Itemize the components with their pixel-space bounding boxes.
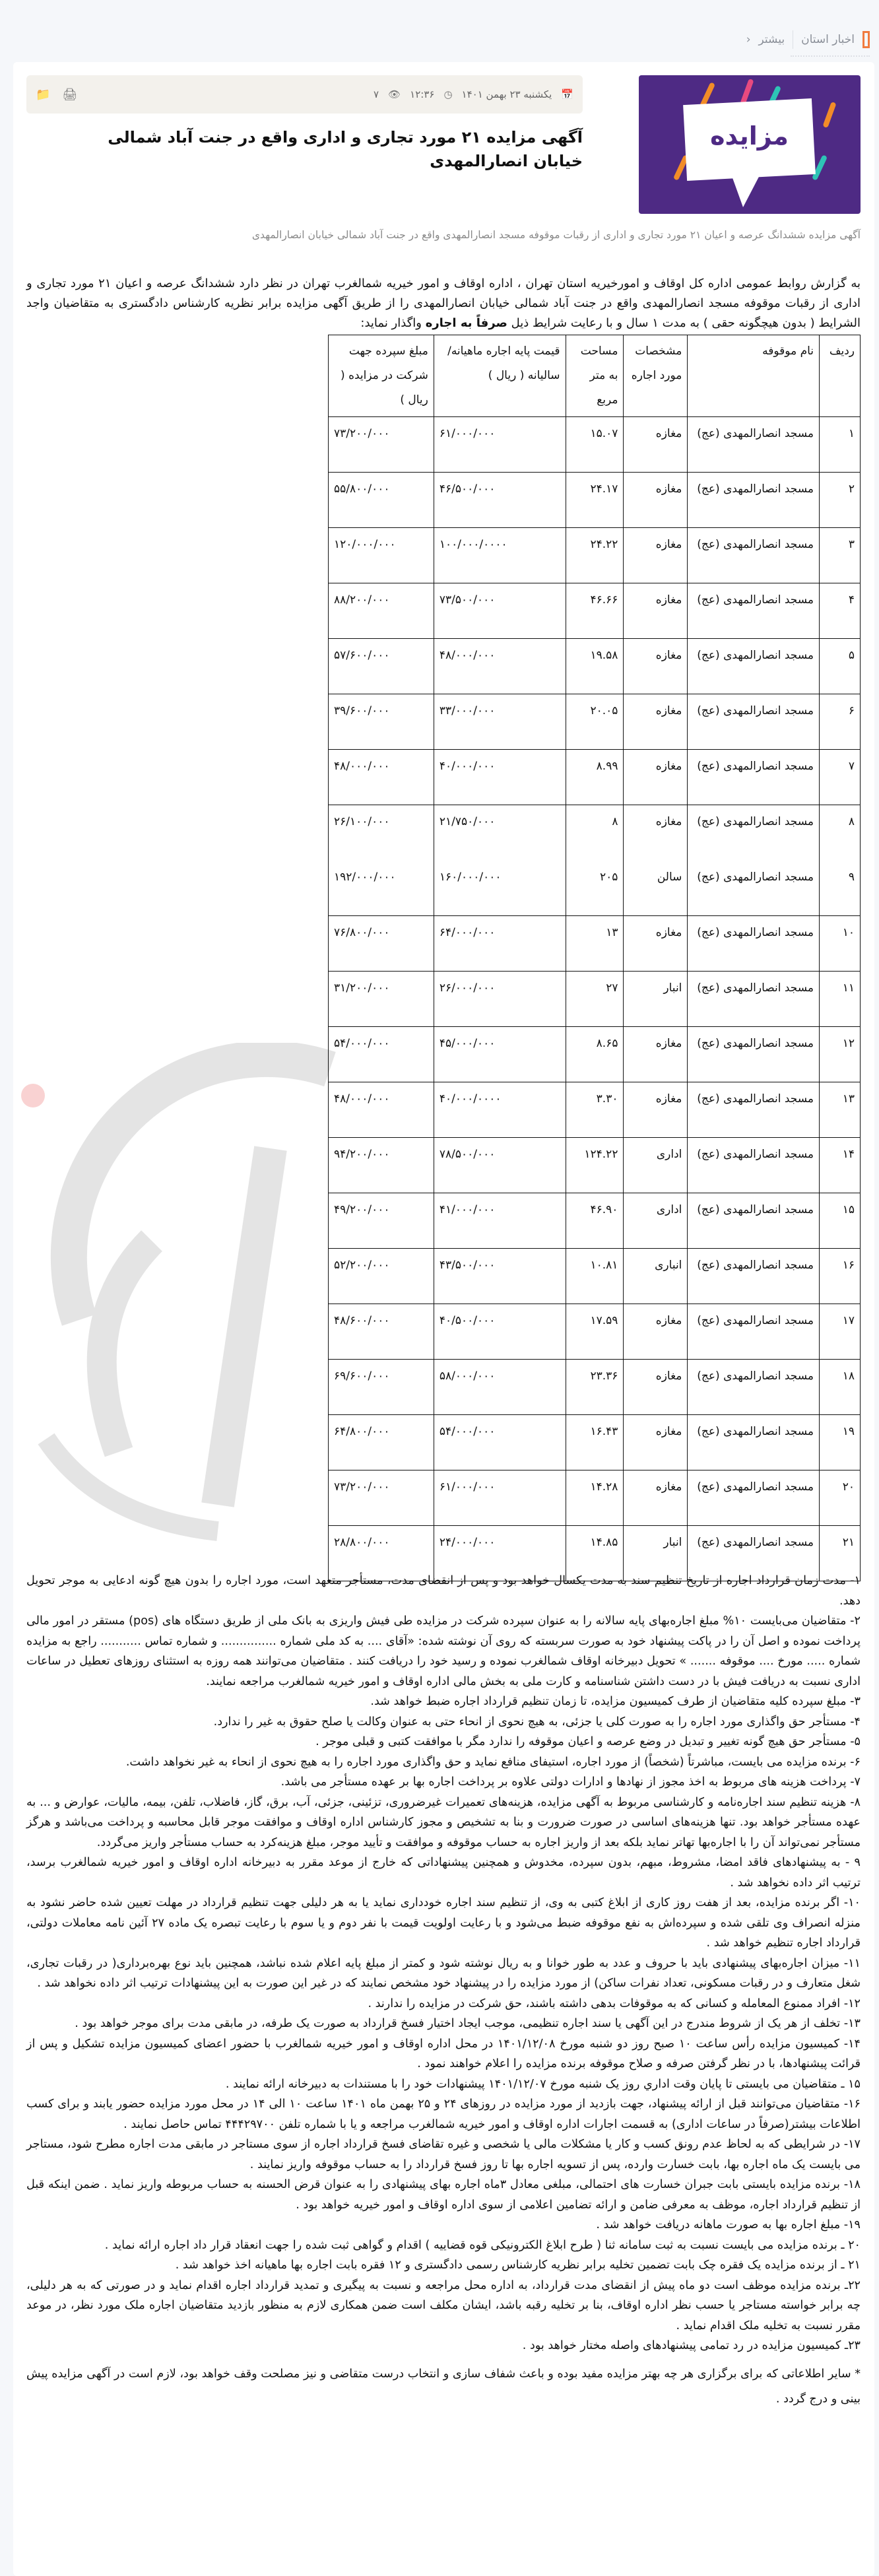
deposit: ۷۳/۲۰۰/۰۰۰ [329,417,434,473]
base-rent: ۴۱/۰۰۰/۰۰۰ [434,1193,566,1249]
base-rent: ۵۸/۰۰۰/۰۰۰ [434,1360,566,1415]
condition-item: ۱۳- تخلف از هر یک از شروط مندرج در این آگهی یا سند اجاره تنظیمی، موجب ایجاد اختیار فسخ قرارداد به صورت یک طرفه، در مابقی مدت برای موجر خواهد بود . [75,2017,861,2030]
endowment-name: مسجد انصارالمهدی (عج) [688,473,820,528]
condition-item: ۵- مستأجر حق هیچ گونه تغییر و تبدیل در وضع عرصه و اعیان موقوفه را ندارد مگر با موافقت کتبی و قبلی موجر . [315,1735,861,1748]
lease-type: مغازه [624,805,688,861]
deposit: ۶۴/۸۰۰/۰۰۰ [329,1415,434,1470]
base-rent: ۱۰۰/۰۰۰/۰۰۰۰ [434,528,566,583]
area: ۲۰۵ [566,861,624,916]
table-row [329,1360,861,1415]
lease-type: مغازه [624,1082,688,1138]
row-number: ۶ [820,694,861,750]
endowment-name: مسجد انصارالمهدی (عج) [688,1138,820,1193]
lease-type: مغازه [624,528,688,583]
lease-type: مغازه [624,1027,688,1082]
base-rent: ۴۰/۵۰۰/۰۰۰ [434,1304,566,1360]
endowment-name: مسجد انصارالمهدی (عج) [688,1027,820,1082]
area: ۱۰.۸۱ [566,1249,624,1304]
condition-item: ۲۱ ـ از برنده مزایده یک فقره چک بابت تضمین تخلیه برابر نظریه کارشناس رسمی دادگستری و ۱۲ فقره بابت اجاره بها ماهیانه اخذ خواهد شد . [175,2259,861,2272]
endowment-name: مسجد انصارالمهدی (عج) [688,1360,820,1415]
base-rent: ۵۴/۰۰۰/۰۰۰ [434,1415,566,1470]
base-rent: ۴۳/۵۰۰/۰۰۰ [434,1249,566,1304]
column-header: ردیف [820,335,861,417]
row-number: ۱۲ [820,1027,861,1082]
area: ۱۹.۵۸ [566,639,624,694]
table-row [329,1304,861,1360]
table-row [329,1082,861,1138]
table-row [329,528,861,583]
deposit: ۳۹/۶۰۰/۰۰۰ [329,694,434,750]
condition-item: ۸- هزینه تنظیم سند اجاره‌نامه و کارشناسی مربوط به آگهی مزایده، هزینه‌های تعمیرات غیرضروری، تزئینی، جزئی، آب، برق، گاز، فاضلاب، تلفن، بیمه، مالیات، عوارض و ... به عهده مستأجر خواهد بود. تنها هزینه‌های اساسی در صورت ضرورت و بنا به تشخیص و مجوز کارشناس اداره اوقاف و موافقت موجر قابل محاسبه و پرداخت می‌باشد و هرگز مستأجر نمی‌تواند آن را با اجاره‌بها تهاتر نماید بلکه بعد از واریز اجاره به حساب موقوفه و موافقت و تأیید موجر، مبلغ هزینه‌کرد به حساب مستأجر واریز می‌گردد. [26,1795,861,1849]
deposit: ۵۷/۶۰۰/۰۰۰ [329,639,434,694]
deposit: ۲۶/۱۰۰/۰۰۰ [329,805,434,861]
condition-item: ۳- مبلغ سپرده کلیه متقاضیان از طرف کمیسیون مزایده، تا زمان تنظیم قرارداد اجاره ضبط خواهد شد. [370,1695,861,1708]
section-marker-icon [863,31,870,48]
lease-type: اداری [624,1193,688,1249]
base-rent: ۲۴/۰۰۰/۰۰۰ [434,1526,566,1581]
lease-type: سالن [624,861,688,916]
lease-type: انبار [624,972,688,1027]
endowment-name: مسجد انصارالمهدی (عج) [688,528,820,583]
area: ۲۴.۱۷ [566,473,624,528]
endowment-name: مسجد انصارالمهدی (عج) [688,694,820,750]
row-number: ۴ [820,583,861,639]
lease-type: مغازه [624,1360,688,1415]
table-row [329,972,861,1027]
page-title: آگهی مزایده ۲۱ مورد تجاری و اداری واقع در جنت آباد شمالی خیابان انصارالمهدی [108,128,583,170]
endowment-name: مسجد انصارالمهدی (عج) [688,916,820,972]
base-rent: ۶۱/۰۰۰/۰۰۰ [434,1470,566,1526]
endowment-name: مسجد انصارالمهدی (عج) [688,861,820,916]
lease-type: مغازه [624,639,688,694]
table-row [329,473,861,528]
area: ۴۶.۹۰ [566,1193,624,1249]
table-row [329,583,861,639]
calendar-icon: 📅 [561,88,573,100]
breadcrumb [746,26,870,53]
row-number: ۱۸ [820,1360,861,1415]
publish-date: یکشنبه ۲۳ بهمن ۱۴۰۱ [461,88,552,100]
dotted-divider [791,55,870,57]
area: ۲۴.۲۲ [566,528,624,583]
column-header: مبلغ سپرده جهت شرکت در مزایده ( ریال ) [329,335,434,417]
area: ۲۳.۳۶ [566,1360,624,1415]
breadcrumb-section[interactable]: اخبار استان [801,33,855,46]
table-row [329,1249,861,1304]
lease-type: انباری [624,1249,688,1304]
endowment-name: مسجد انصارالمهدی (عج) [688,972,820,1027]
lease-type: مغازه [624,916,688,972]
endowment-name: مسجد انصارالمهدی (عج) [688,1249,820,1304]
row-number: ۲۰ [820,1470,861,1526]
intro-bold: صرفاً به اجاره [425,316,507,330]
row-number: ۲۱ [820,1526,861,1581]
base-rent: ۲۶/۰۰۰/۰۰۰ [434,972,566,1027]
deposit: ۵۴/۰۰۰/۰۰۰ [329,1027,434,1082]
area: ۱۴.۲۸ [566,1470,624,1526]
lease-type: مغازه [624,750,688,805]
condition-item: ۲۳ـ کمیسیون مزایده در رد تمامی پیشنهادهای واصله مختار خواهد بود . [522,2339,861,2352]
area: ۸ [566,805,624,861]
print-icon[interactable]: 🖨 [62,87,78,102]
lease-type: مغازه [624,1415,688,1470]
view-count: ۷ [374,88,379,100]
base-rent: ۷۸/۵۰۰/۰۰۰ [434,1138,566,1193]
deposit: ۹۴/۲۰۰/۰۰۰ [329,1138,434,1193]
chevron-left-icon[interactable]: ‹ [746,33,751,46]
condition-item: ۱۲- افراد ممنوع المعامله و کسانی که به موقوفات بدهی داشته باشند، حق شرکت در مزایده را ندارند . [368,1997,861,2010]
deposit: ۵۵/۸۰۰/۰۰۰ [329,473,434,528]
row-number: ۱۹ [820,1415,861,1470]
deposit: ۳۱/۲۰۰/۰۰۰ [329,972,434,1027]
table-row [329,417,861,473]
table-row [329,694,861,750]
endowment-name: مسجد انصارالمهدی (عج) [688,583,820,639]
endowment-name: مسجد انصارالمهدی (عج) [688,1470,820,1526]
area: ۸.۶۵ [566,1027,624,1082]
condition-item: ۱۸- برنده مزایده بایستی بابت جبران خسارت های احتمالی، مبلغی معادل ۳ماه اجاره بهای پیشنهادی را به عنوان قرض الحسنه به حساب مربوطه واریز نماید . ضمن اینکه قبل از تنظیم قرارداد اجاره، موظف به معرفی ضامن و ارائه تضامین اعلامی از سوی اداره اوقاف و امور خیریه خواهد بود . [26,2178,861,2212]
deposit: ۸۸/۲۰۰/۰۰۰ [329,583,434,639]
deposit: ۱۹۲/۰۰۰/۰۰۰ [329,861,434,916]
folder-icon[interactable]: 📁 [36,87,51,102]
eye-icon: 👁 [388,88,401,100]
column-header: مساحت به متر مربع [566,335,624,417]
condition-item: ۱۱- میزان اجاره‌بهای پیشنهادی باید با حروف و عدد به طور خوانا و به ریال نوشته شود و کمتر از مبلغ پایه اعلام شده نباشد، همچنین باید نوع بهره‌برداری( در رقبات تجاری، شغل متعارف و در رقبات مسکونی، تعداد نفرات ساکن) از مورد مزایده را در پیشنهاد خود مشخص نمایند که در غیر این صورت به این پیشنهادات ترتیب اثر داده نخواهد شد . [26,1956,861,1990]
table-row [329,1027,861,1082]
deposit: ۴۸/۰۰۰/۰۰۰ [329,750,434,805]
base-rent: ۴۰/۰۰۰/۰۰۰ [434,750,566,805]
condition-item: ۶- برنده مزایده می بایست، مباشرتاً (شخصاً) از مورد اجاره، استیفای منافع نماید و حق واگذاری مورد اجاره را به هیچ نحوی از انحاء به غیر نخواهد داشت. [125,1755,861,1769]
endowment-name: مسجد انصارالمهدی (عج) [688,805,820,861]
row-number: ۸ [820,805,861,861]
row-number: ۷ [820,750,861,805]
base-rent: ۳۳/۰۰۰/۰۰۰ [434,694,566,750]
lease-type: مغازه [624,1470,688,1526]
deposit: ۶۹/۶۰۰/۰۰۰ [329,1360,434,1415]
area: ۱۷.۵۹ [566,1304,624,1360]
row-number: ۳ [820,528,861,583]
endowment-name: مسجد انصارالمهدی (عج) [688,639,820,694]
row-number: ۹ [820,861,861,916]
area: ۸.۹۹ [566,750,624,805]
lease-type: مغازه [624,473,688,528]
area: ۱۵.۰۷ [566,417,624,473]
table-row [329,916,861,972]
deposit: ۱۲۰/۰۰۰/۰۰۰ [329,528,434,583]
table-row [329,750,861,805]
column-header: قیمت پایه اجاره ماهیانه/سالیانه ( ریال ) [434,335,566,417]
area: ۲۷ [566,972,624,1027]
area: ۱۲۴.۲۲ [566,1138,624,1193]
deposit: ۴۸/۰۰۰/۰۰۰ [329,1082,434,1138]
lease-type: مغازه [624,694,688,750]
table-row [329,1470,861,1526]
deposit: ۷۶/۸۰۰/۰۰۰ [329,916,434,972]
area: ۱۴.۸۵ [566,1526,624,1581]
clock-icon: ◷ [443,88,453,100]
condition-item: ۲۰ ـ برنده مزایده می بایست نسبت به ثبت سامانه ثنا ( طرح ابلاغ الکترونیکی قوه قضاییه ) اقدام و گواهی ثبت شده را جهت انعقاد قرار داد اجاره ارائه نماید . [104,2238,861,2252]
article-intro [26,274,861,333]
area: ۳.۳۰ [566,1082,624,1138]
meta-bar [26,75,583,114]
auction-table [328,335,861,1581]
lease-type: مغازه [624,1304,688,1360]
base-rent: ۴۰/۰۰۰/۰۰۰۰ [434,1082,566,1138]
condition-item: ۲- متقاضیان می‌بایست ۱۰% مبلغ اجاره‌بهای پایه سالانه را به عنوان سپرده شرکت در مزایده طی فیش واریزی به بانک ملی از طریق دستگاه های (pos) مستقر در امور مالی پرداخت نموده و اصل آن را در پاکت پیشنهاد خود به صورت سربسته که روی آن نوشته شده: «آقای .... به کد ملی شماره ............... و شماره تماس ........... راجع به مزایده شماره ..... مورخ .... موقوفه ....... » تحویل دبیرخانه اوقاف شمالغرب نموده و رسید خود را دریافت کنند . متقاضیان می‌توانند همه روزه به استثنای روزهای تعطیل در ساعات اداری نسبت به دریافت فیش با در دست داشتن شناسنامه و کارت ملی به بخش مالی اداره اوقاف و امور خیریه شمالغرب مراجعه نمایند. [26,1614,861,1688]
row-number: ۲ [820,473,861,528]
condition-item: ۱۰- اگر برنده مزایده، بعد از هفت روز کاری از ابلاغ کتبی به وی، از تنظیم سند اجاره خودداری نماید یا به هر دلیلی جهت تنظیم قرارداد در مهلت تعیین شده حاضر نشود به منزله انصراف وی تلقی شده و سپرده‌اش به نفع موقوفه ضبط می‌شود و با رعایت اولویت قیمت با نفر دوم و یا سوم با رعایت تبصره یک ماده ۲۷ آئین نامه معاملات دولتی، قرارداد اجاره تنظیم خواهد شد . [26,1896,861,1950]
intro-text: به گزارش روابط عمومی اداره کل اوقاف و امورخیریه استان تهران ، اداره اوقاف و امور خیریه شمالغرب تهران در نظر دارد ششدانگ عرصه و اعیان ۲۱ مورد تجاری و اداری از رقبات موقوفه مسجد انصارالمهدی واقع در جنت آباد شمالی خیابان انصارالمهدی را از طریق آگهی مزایده برابر نظریه کارشناس دادگستری به متقاضیان واجد الشرایط ( بدون هیچگونه حقی ) به مدت ۱ سال و با رعایت شرایط ذیل [26,277,861,330]
article-image [639,75,861,214]
area: ۱۳ [566,916,624,972]
area: ۴۶.۶۶ [566,583,624,639]
row-number: ۱۶ [820,1249,861,1304]
base-rent: ۶۴/۰۰۰/۰۰۰ [434,916,566,972]
deposit: ۲۸/۸۰۰/۰۰۰ [329,1526,434,1581]
base-rent: ۲۱/۷۵۰/۰۰۰ [434,805,566,861]
more-link[interactable]: بیشتر [758,33,785,46]
column-header: نام موقوفه [688,335,820,417]
base-rent: ۷۳/۵۰۰/۰۰۰ [434,583,566,639]
endowment-name: مسجد انصارالمهدی (عج) [688,1304,820,1360]
endowment-name: مسجد انصارالمهدی (عج) [688,1526,820,1581]
row-number: ۱۱ [820,972,861,1027]
deposit: ۴۸/۶۰۰/۰۰۰ [329,1304,434,1360]
condition-item: ۴- مستأجر حق واگذاری مورد اجاره را به صورت کلی یا جزئی، به هیچ نحوی از انحاء حتی به عنوان وکالت یا صلح حقوق به غیر را ندارد. [213,1715,861,1729]
condition-item: ۱- مدت زمان قرارداد اجاره از تاریخ تنظیم سند به مدت یکسال خواهد بود و پس از انقضای مدت، مستأجر متعهد است، مورد اجاره را بدون هیچ گونه ادعایی به موجر تحویل دهد. [26,1574,861,1608]
lease-type: مغازه [624,583,688,639]
base-rent: ۴۸/۰۰۰/۰۰۰ [434,639,566,694]
banner-word: مزایده [710,121,789,150]
deposit: ۴۹/۲۰۰/۰۰۰ [329,1193,434,1249]
lease-type: اداری [624,1138,688,1193]
condition-item: ۱۷- در شرایطی که به لحاظ عدم رونق کسب و کار یا مشکلات مالی یا شخصی و غیره تقاضای فسخ قرارداد اجاره از سوی مستاجر در مابقی مدت اجاره مطرح شود، مستاجر می بایست یک ماه اجاره بها، بابت خسارت وارده، پس از تسویه اجاره بها تا روز فسخ قرارداد را به حساب موقوفه واریز نمایند . [26,2138,861,2171]
base-rent: ۶۱/۰۰۰/۰۰۰ [434,417,566,473]
row-number: ۱۵ [820,1193,861,1249]
lease-type: مغازه [624,417,688,473]
conditions-list [26,1571,861,2412]
row-number: ۱ [820,417,861,473]
condition-item: ۲۲ـ برنده مزایده موظف است دو ماه پیش از انقضای مدت قرارداد، به اداره محل مراجعه و نسبت به پیگیری و تمدید قرارداد اجاره اقدام نماید و در صورتی که به هر دلیلی، چه برابر خواسته مستاجر یا حسب نظر اداره اوقاف، بنا بر تخلیه رقبه باشد، ایشان مکلف است ضمن همکاری لازم به منظور بازدید متقاضیان اجاره ملک مورد نظر، در موعد مقرر نسبت به تخلیه ملک اقدام نماید . [26,2278,861,2332]
condition-item: ۱۹- مبلغ اجاره بها به صورت ماهانه دریافت خواهد شد . [596,2218,861,2231]
publish-time: ۱۲:۳۶ [410,88,435,100]
endowment-name: مسجد انصارالمهدی (عج) [688,417,820,473]
article-lead: آگهی مزایده ششدانگ عرصه و اعیان ۲۱ مورد تجاری و اداری از رقبات موقوفه مسجد انصارالمهدی واقع در جنت آباد شمالی خیابان انصارالمهدی [251,229,861,241]
area: ۲۰.۰۵ [566,694,624,750]
row-number: ۱۰ [820,916,861,972]
base-rent: ۴۵/۰۰۰/۰۰۰ [434,1027,566,1082]
row-number: ۱۷ [820,1304,861,1360]
condition-item: ۹ - به پیشنهادهای فاقد امضا، مشروط، مبهم، بدون سپرده، مخدوش و همچنین پیشنهاداتی که خارج از موعد مقرر به دبیرخانه اداره اوقاف و امور خیریه شمالغرب برسد، ترتیب اثر داده نخواهد شد . [26,1856,861,1890]
table-row [329,1138,861,1193]
table-row [329,1193,861,1249]
endowment-name: مسجد انصارالمهدی (عج) [688,750,820,805]
table-row [329,861,861,916]
column-header: مشخصات مورد اجاره [624,335,688,417]
table-row [329,639,861,694]
condition-item: ۱۵ ـ متقاضیان می بایستی تا پایان وقت اداري روز یک شنبه مورخ ۱۴۰۱/۱۲/۰۷ پیشنهادات خود را با مستندات به دبیرخانه ارائه نمایند . [225,2077,861,2091]
row-number: ۵ [820,639,861,694]
intro-end: واگذار نماید: [360,316,426,330]
condition-item: ۱۴- کمیسیون مزایده رأس ساعت ۱۰ صبح روز دو شنبه مورخ ۱۴۰۱/۱۲/۰۸ در محل اداره اوقاف و امور خیریه شمالغرب با حضور اعضای کمیسیون مزایده تشکیل و پس از قرائت پیشنهادها، با در نظر گرفتن صرفه و صلاح موقوفه برنده مزایده را اعلام خواهند نمود . [26,2037,861,2070]
base-rent: ۱۶۰/۰۰۰/۰۰۰ [434,861,566,916]
condition-item: ۷- پرداخت هزینه های مربوط به اخذ مجوز از نهادها و ادارات دولتی علاوه بر پرداخت اجاره بها بر عهده مستأجر می باشد. [280,1775,861,1789]
base-rent: ۴۶/۵۰۰/۰۰۰ [434,473,566,528]
closing-note: * سایر اطلاعاتی که برای برگزاری هر چه بهتر مزایده مفید بوده و باعث شفاف سازی و انتخاب درست متقاضی و نیز مصلحت وقف خواهد بود، لازم است در آگهی مزایده پیش بینی و درج گردد . [26,2367,861,2406]
row-number: ۱۳ [820,1082,861,1138]
table-row [329,805,861,861]
row-number: ۱۴ [820,1138,861,1193]
area: ۱۶.۴۳ [566,1415,624,1470]
deposit: ۷۳/۲۰۰/۰۰۰ [329,1470,434,1526]
endowment-name: مسجد انصارالمهدی (عج) [688,1193,820,1249]
condition-item: ۱۶- متقاضیان می‌توانند قبل از ارائه پیشنهاد، جهت بازدید از مورد مزایده در روزهای ۲۴ و ۲۵ بهمن ماه ۱۴۰۱ ساعت ۱۰ الی ۱۴ در محل مورد مزایده حضور یابند و برای کسب اطلاعات بیشتر(صرفاً در ساعات اداری) به قسمت اجارات اداره اوقاف و امور خیریه شمالغرب مراجعه و یا با شماره تلفن ۴۴۴۲۹۷۰۰ تماس حاصل نمایند . [26,2097,861,2131]
lease-type: انبار [624,1526,688,1581]
deposit: ۵۲/۲۰۰/۰۰۰ [329,1249,434,1304]
table-row [329,1415,861,1470]
endowment-name: مسجد انصارالمهدی (عج) [688,1082,820,1138]
endowment-name: مسجد انصارالمهدی (عج) [688,1415,820,1470]
